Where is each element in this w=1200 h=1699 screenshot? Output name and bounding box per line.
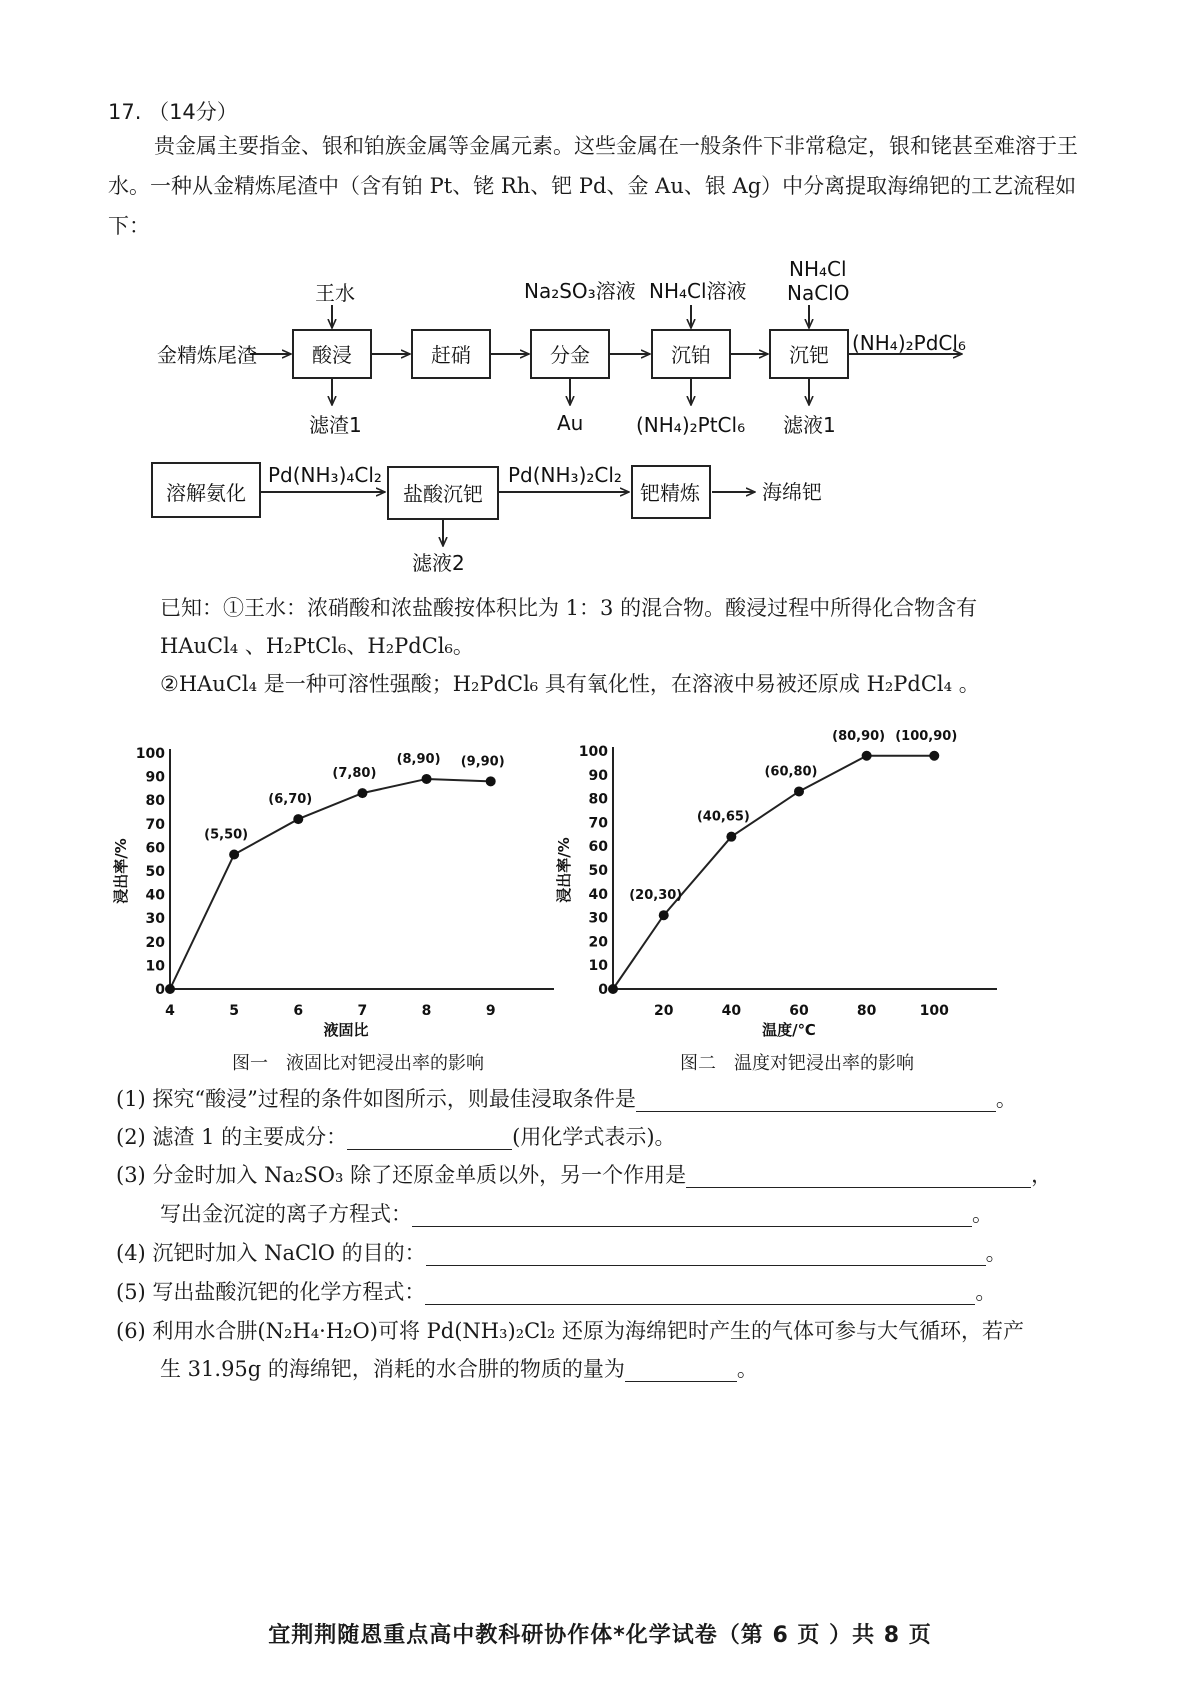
y-tick-label: 40 bbox=[145, 887, 165, 904]
data-label: (100,90) bbox=[895, 728, 958, 744]
question-header: 17. （14分） bbox=[108, 100, 238, 124]
y-tick-label: 40 bbox=[588, 886, 608, 903]
flow-filtrate-2: 滤液2 bbox=[412, 551, 465, 575]
y-tick-label: 30 bbox=[588, 910, 608, 927]
sub-question-2: (2) 滤渣 1 的主要成分： (用化学式表示)。 bbox=[116, 1125, 676, 1149]
y-axis-label: 浸出率/% bbox=[112, 838, 130, 904]
data-label: (7,80) bbox=[332, 766, 377, 782]
x-tick-label: 9 bbox=[485, 1003, 496, 1019]
flow-reagent-naclo: NaClO bbox=[787, 281, 850, 305]
data-point bbox=[659, 910, 669, 920]
answer-blank-6[interactable] bbox=[625, 1359, 737, 1382]
data-label: (80,90) bbox=[832, 728, 886, 744]
flow-box-6-label: 溶解氨化 bbox=[166, 481, 246, 505]
flow-residue-1: 滤渣1 bbox=[309, 413, 362, 437]
data-label: (20,30) bbox=[629, 888, 683, 904]
sub-question-4: (4) 沉钯时加入 NaClO 的目的： 。 bbox=[116, 1241, 1007, 1265]
x-tick-label: 60 bbox=[789, 1003, 809, 1019]
x-tick-label: 40 bbox=[721, 1003, 742, 1019]
chart-temperature bbox=[545, 715, 1015, 1060]
page-footer: 宜荆荆随恩重点高中教科研协作体*化学试卷（第 6 页 ）共 8 页 bbox=[268, 1623, 932, 1648]
flow-platinum-output: (NH₄)₂PtCl₆ bbox=[636, 413, 746, 437]
data-point bbox=[726, 832, 736, 842]
data-point bbox=[229, 849, 239, 859]
sub-question-3: (3) 分金时加入 Na₂SO₃ 除了还原金单质以外，另一个作用是 ， bbox=[116, 1163, 1053, 1187]
y-tick-label: 100 bbox=[578, 744, 608, 760]
sub-question-5: (5) 写出盐酸沉钯的化学方程式： 。 bbox=[116, 1280, 997, 1304]
sub-question-3b: 写出金沉淀的离子方程式： 。 bbox=[160, 1202, 993, 1226]
x-tick-label: 7 bbox=[357, 1003, 368, 1019]
data-label: (8,90) bbox=[396, 751, 441, 767]
data-label: (5,50) bbox=[204, 827, 249, 843]
x-tick-label: 20 bbox=[653, 1003, 674, 1019]
data-label: (9,90) bbox=[460, 754, 505, 770]
y-tick-label: 30 bbox=[145, 911, 165, 928]
sub-question-6a: (6) 利用水合肼(N₂H₄·H₂O)可将 Pd(NH₃)₂Cl₂ 还原为海绵钯时产生的气体可参与大气循环，若产 bbox=[116, 1319, 1024, 1343]
flow-final-product: 海绵钯 bbox=[762, 480, 822, 504]
x-tick-label: 5 bbox=[229, 1003, 240, 1019]
known-1b: HAuCl₄ 、H₂PtCl₆、H₂PdCl₆。 bbox=[160, 634, 474, 658]
known-2: ②HAuCl₄ 是一种可溶性强酸；H₂PdCl₆ 具有氧化性，在溶液中易被还原成 H₂PdCl₄ 。 bbox=[160, 672, 980, 696]
data-point bbox=[608, 984, 618, 994]
data-label: (6,70) bbox=[268, 792, 313, 808]
data-line bbox=[613, 756, 934, 989]
flow-intermediate-1: Pd(NH₃)₄Cl₂ bbox=[268, 463, 382, 487]
y-tick-label: 90 bbox=[588, 767, 608, 784]
y-tick-label: 80 bbox=[588, 791, 608, 808]
y-tick-label: 80 bbox=[145, 793, 165, 810]
data-point bbox=[357, 788, 367, 798]
chart-liquid-solid-ratio bbox=[100, 715, 570, 1060]
data-line bbox=[170, 779, 491, 989]
x-tick-label: 8 bbox=[421, 1003, 432, 1019]
flow-box-2-label: 赶硝 bbox=[431, 343, 471, 367]
answer-blank-1[interactable] bbox=[636, 1089, 996, 1112]
x-tick-label: 80 bbox=[856, 1003, 877, 1019]
flow-box-4-label: 沉铂 bbox=[671, 343, 711, 367]
answer-blank-3b[interactable] bbox=[412, 1204, 972, 1227]
chart-1-caption: 图一 液固比对钯浸出率的影响 bbox=[232, 1053, 484, 1074]
flow-reagent-na2so3: Na₂SO₃溶液 bbox=[524, 279, 636, 303]
flow-box-1-label: 酸浸 bbox=[312, 343, 352, 367]
y-tick-label: 90 bbox=[145, 769, 165, 786]
flow-box-5-label: 沉钯 bbox=[789, 343, 829, 367]
intro-text: 贵金属主要指金、银和铂族金属等金属元素。这些金属在一般条件下非常稳定，银和铑甚至难溶于王水。一种从金精炼尾渣中（含有铂 Pt、铑 Rh、钯 Pd、金 Au、银 Ag）中分离提取海绵钯的工艺流程如下： bbox=[108, 134, 1078, 238]
data-point bbox=[165, 984, 175, 994]
y-tick-label: 50 bbox=[588, 863, 608, 879]
flow-intermediate-2: Pd(NH₃)₂Cl₂ bbox=[508, 463, 622, 487]
y-tick-label: 0 bbox=[598, 982, 608, 998]
answer-blank-4[interactable] bbox=[426, 1243, 986, 1266]
y-tick-label: 100 bbox=[135, 746, 165, 762]
y-tick-label: 20 bbox=[588, 934, 608, 951]
x-axis-label: 温度/℃ bbox=[762, 1021, 816, 1039]
answer-blank-2[interactable] bbox=[347, 1127, 512, 1150]
x-tick-label: 4 bbox=[165, 1003, 175, 1019]
flow-box-8-label: 钯精炼 bbox=[640, 481, 700, 505]
y-tick-label: 70 bbox=[145, 816, 165, 833]
y-tick-label: 60 bbox=[588, 839, 608, 856]
process-flow-diagram bbox=[0, 250, 1200, 630]
flow-box-3-label: 分金 bbox=[550, 343, 590, 367]
flow-output-nh4-pdcl6: (NH₄)₂PdCl₆ bbox=[852, 331, 966, 355]
data-point bbox=[929, 751, 939, 761]
y-tick-label: 0 bbox=[155, 982, 165, 998]
data-point bbox=[794, 786, 804, 796]
question-intro bbox=[108, 126, 1108, 246]
sub-question-6b: 生 31.95g 的海绵钯，消耗的水合肼的物质的量为 。 bbox=[160, 1357, 758, 1381]
data-point bbox=[293, 814, 303, 824]
y-tick-label: 60 bbox=[145, 840, 165, 857]
data-point bbox=[422, 774, 432, 784]
x-tick-label: 6 bbox=[293, 1003, 304, 1019]
y-axis-label: 浸出率/% bbox=[555, 837, 573, 903]
flow-reagent-nh4cl: NH₄Cl溶液 bbox=[649, 279, 747, 303]
y-tick-label: 70 bbox=[588, 815, 608, 832]
y-tick-label: 50 bbox=[145, 864, 165, 880]
y-tick-label: 10 bbox=[588, 958, 608, 975]
chart-2-caption: 图二 温度对钯浸出率的影响 bbox=[680, 1053, 914, 1074]
data-point bbox=[862, 751, 872, 761]
flow-filtrate-1: 滤液1 bbox=[783, 413, 836, 437]
flow-reagent-aqua-regia: 王水 bbox=[315, 281, 355, 305]
flow-gold-output: Au bbox=[557, 411, 584, 435]
data-label: (40,65) bbox=[696, 809, 750, 825]
answer-blank-3a[interactable] bbox=[686, 1165, 1031, 1188]
data-point bbox=[486, 776, 496, 786]
y-tick-label: 10 bbox=[145, 958, 165, 975]
known-1a: 已知：①王水：浓硝酸和浓盐酸按体积比为 1：3 的混合物。酸浸过程中所得化合物含有 bbox=[160, 596, 978, 620]
x-tick-label: 100 bbox=[919, 1003, 949, 1019]
y-tick-label: 20 bbox=[145, 934, 165, 951]
flow-box-7-label: 盐酸沉钯 bbox=[403, 482, 483, 506]
x-axis-label: 液固比 bbox=[323, 1021, 369, 1039]
answer-blank-5[interactable] bbox=[425, 1282, 975, 1305]
flow-start: 金精炼尾渣 bbox=[157, 343, 257, 367]
data-label: (60,80) bbox=[764, 764, 818, 780]
sub-question-1: (1) 探究“酸浸”过程的条件如图所示，则最佳浸取条件是 。 bbox=[116, 1087, 1017, 1111]
flow-reagent-nh4cl-2: NH₄Cl bbox=[789, 257, 847, 281]
